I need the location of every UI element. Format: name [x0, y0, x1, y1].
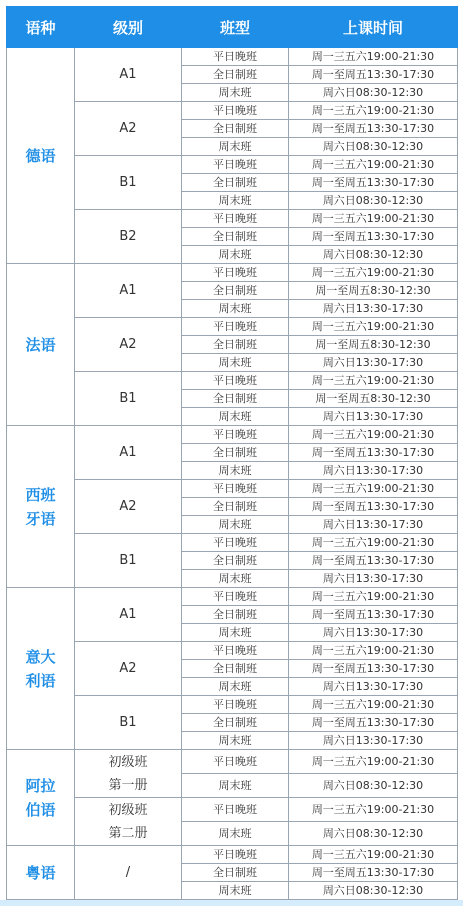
class-time-cell: 周一至周五13:30-17:30: [289, 174, 458, 192]
class-time-cell: 周一至周五13:30-17:30: [289, 66, 458, 84]
class-type-cell: 周末班: [182, 246, 289, 264]
class-type-cell: 平日晚班: [182, 642, 289, 660]
level-cell: B1: [75, 156, 182, 210]
table-row: [7, 798, 458, 822]
header-class-time: 上课时间: [289, 7, 458, 48]
class-time-cell: 周一三五六19:00-21:30: [289, 588, 458, 606]
class-time-cell: 周六日08:30-12:30: [289, 774, 458, 798]
class-type-cell: 平日晚班: [182, 426, 289, 444]
class-type-cell: 周末班: [182, 624, 289, 642]
class-time-cell: 周六日13:30-17:30: [289, 462, 458, 480]
class-type-cell: 平日晚班: [182, 750, 289, 774]
class-time-cell: 周一三五六19:00-21:30: [289, 48, 458, 66]
class-type-cell: 周末班: [182, 570, 289, 588]
bottom-edge-decoration: [0, 900, 463, 906]
table-row: [7, 534, 458, 552]
table-row: [7, 264, 458, 282]
level-cell: A2: [75, 642, 182, 696]
class-type-cell: 平日晚班: [182, 48, 289, 66]
table-row: [7, 102, 458, 120]
class-time-cell: 周一至周五13:30-17:30: [289, 864, 458, 882]
class-time-cell: 周一三五六19:00-21:30: [289, 102, 458, 120]
class-type-cell: 周末班: [182, 732, 289, 750]
class-type-cell: 周末班: [182, 774, 289, 798]
class-type-cell: 全日制班: [182, 714, 289, 732]
language-cell: 意大 利语: [7, 588, 75, 750]
class-type-cell: 全日制班: [182, 660, 289, 678]
class-time-cell: 周一三五六19:00-21:30: [289, 534, 458, 552]
class-time-cell: 周六日08:30-12:30: [289, 882, 458, 900]
class-type-cell: 平日晚班: [182, 156, 289, 174]
table-row: [7, 588, 458, 606]
class-type-cell: 全日制班: [182, 498, 289, 516]
table-row: [7, 156, 458, 174]
table-row: [7, 318, 458, 336]
table-row: [7, 750, 458, 774]
level-cell: A2: [75, 318, 182, 372]
class-time-cell: 周一至周五13:30-17:30: [289, 444, 458, 462]
class-type-cell: 周末班: [182, 516, 289, 534]
language-cell: 粤语: [7, 846, 75, 900]
class-time-cell: 周六日08:30-12:30: [289, 246, 458, 264]
table-row: [7, 696, 458, 714]
level-cell: A1: [75, 588, 182, 642]
class-time-cell: 周一至周五8:30-12:30: [289, 390, 458, 408]
class-time-cell: 周六日13:30-17:30: [289, 678, 458, 696]
table-row: [7, 48, 458, 66]
class-time-cell: 周一三五六19:00-21:30: [289, 750, 458, 774]
class-time-cell: 周一三五六19:00-21:30: [289, 426, 458, 444]
class-time-cell: 周六日13:30-17:30: [289, 516, 458, 534]
class-type-cell: 周末班: [182, 84, 289, 102]
class-time-cell: 周一三五六19:00-21:30: [289, 696, 458, 714]
class-type-cell: 周末班: [182, 354, 289, 372]
class-time-cell: 周一三五六19:00-21:30: [289, 372, 458, 390]
class-type-cell: 全日制班: [182, 174, 289, 192]
class-time-cell: 周六日08:30-12:30: [289, 192, 458, 210]
level-cell: A2: [75, 480, 182, 534]
class-type-cell: 平日晚班: [182, 318, 289, 336]
class-type-cell: 全日制班: [182, 282, 289, 300]
class-time-cell: 周一三五六19:00-21:30: [289, 480, 458, 498]
level-cell: A1: [75, 48, 182, 102]
class-type-cell: 平日晚班: [182, 696, 289, 714]
class-type-cell: 周末班: [182, 462, 289, 480]
class-time-cell: 周六日13:30-17:30: [289, 732, 458, 750]
class-type-cell: 全日制班: [182, 120, 289, 138]
class-type-cell: 平日晚班: [182, 210, 289, 228]
table-row: [7, 480, 458, 498]
level-cell: B1: [75, 372, 182, 426]
level-cell: B2: [75, 210, 182, 264]
class-type-cell: 平日晚班: [182, 534, 289, 552]
level-cell: B1: [75, 696, 182, 750]
level-cell: 初级班 第一册: [75, 750, 182, 798]
schedule-body: [7, 48, 458, 900]
level-cell: /: [75, 846, 182, 900]
class-type-cell: 平日晚班: [182, 588, 289, 606]
table-row: [7, 372, 458, 390]
class-type-cell: 周末班: [182, 882, 289, 900]
class-type-cell: 平日晚班: [182, 798, 289, 822]
class-time-cell: 周一三五六19:00-21:30: [289, 318, 458, 336]
level-cell: 初级班 第二册: [75, 798, 182, 846]
class-time-cell: 周一至周五13:30-17:30: [289, 228, 458, 246]
class-type-cell: 周末班: [182, 300, 289, 318]
class-time-cell: 周六日13:30-17:30: [289, 624, 458, 642]
table-row: [7, 642, 458, 660]
class-time-cell: 周一至周五13:30-17:30: [289, 498, 458, 516]
class-type-cell: 平日晚班: [182, 846, 289, 864]
header-row: [7, 7, 458, 48]
class-type-cell: 周末班: [182, 822, 289, 846]
class-time-cell: 周一三五六19:00-21:30: [289, 156, 458, 174]
table-row: [7, 846, 458, 864]
class-type-cell: 全日制班: [182, 606, 289, 624]
header-level: 级别: [75, 7, 182, 48]
class-time-cell: 周一至周五13:30-17:30: [289, 552, 458, 570]
class-time-cell: 周六日08:30-12:30: [289, 84, 458, 102]
language-cell: 西班 牙语: [7, 426, 75, 588]
class-time-cell: 周六日13:30-17:30: [289, 408, 458, 426]
table-row: [7, 426, 458, 444]
class-type-cell: 全日制班: [182, 228, 289, 246]
class-type-cell: 全日制班: [182, 336, 289, 354]
class-time-cell: 周六日13:30-17:30: [289, 570, 458, 588]
class-type-cell: 平日晚班: [182, 372, 289, 390]
class-time-cell: 周六日13:30-17:30: [289, 354, 458, 372]
class-type-cell: 全日制班: [182, 390, 289, 408]
class-type-cell: 平日晚班: [182, 480, 289, 498]
class-type-cell: 全日制班: [182, 444, 289, 462]
class-time-cell: 周一至周五8:30-12:30: [289, 336, 458, 354]
level-cell: A2: [75, 102, 182, 156]
class-type-cell: 周末班: [182, 192, 289, 210]
class-time-cell: 周六日08:30-12:30: [289, 822, 458, 846]
class-type-cell: 全日制班: [182, 552, 289, 570]
class-type-cell: 周末班: [182, 408, 289, 426]
class-time-cell: 周六日13:30-17:30: [289, 300, 458, 318]
class-type-cell: 全日制班: [182, 66, 289, 84]
class-time-cell: 周一三五六19:00-21:30: [289, 210, 458, 228]
class-type-cell: 平日晚班: [182, 264, 289, 282]
class-time-cell: 周一至周五13:30-17:30: [289, 714, 458, 732]
class-time-cell: 周六日08:30-12:30: [289, 138, 458, 156]
class-type-cell: 全日制班: [182, 864, 289, 882]
header-class-type: 班型: [182, 7, 289, 48]
class-time-cell: 周一至周五13:30-17:30: [289, 120, 458, 138]
class-time-cell: 周一至周五13:30-17:30: [289, 606, 458, 624]
class-time-cell: 周一三五六19:00-21:30: [289, 846, 458, 864]
language-cell: 阿拉 伯语: [7, 750, 75, 846]
class-type-cell: 周末班: [182, 678, 289, 696]
level-cell: B1: [75, 534, 182, 588]
level-cell: A1: [75, 426, 182, 480]
class-time-cell: 周一至周五13:30-17:30: [289, 660, 458, 678]
class-time-cell: 周一三五六19:00-21:30: [289, 642, 458, 660]
class-type-cell: 平日晚班: [182, 102, 289, 120]
class-type-cell: 周末班: [182, 138, 289, 156]
language-cell: 法语: [7, 264, 75, 426]
class-time-cell: 周一至周五8:30-12:30: [289, 282, 458, 300]
class-time-cell: 周一三五六19:00-21:30: [289, 264, 458, 282]
table-row: [7, 210, 458, 228]
language-cell: 德语: [7, 48, 75, 264]
class-time-cell: 周一三五六19:00-21:30: [289, 798, 458, 822]
level-cell: A1: [75, 264, 182, 318]
header-language: 语种: [7, 7, 75, 48]
schedule-table: [6, 6, 458, 900]
